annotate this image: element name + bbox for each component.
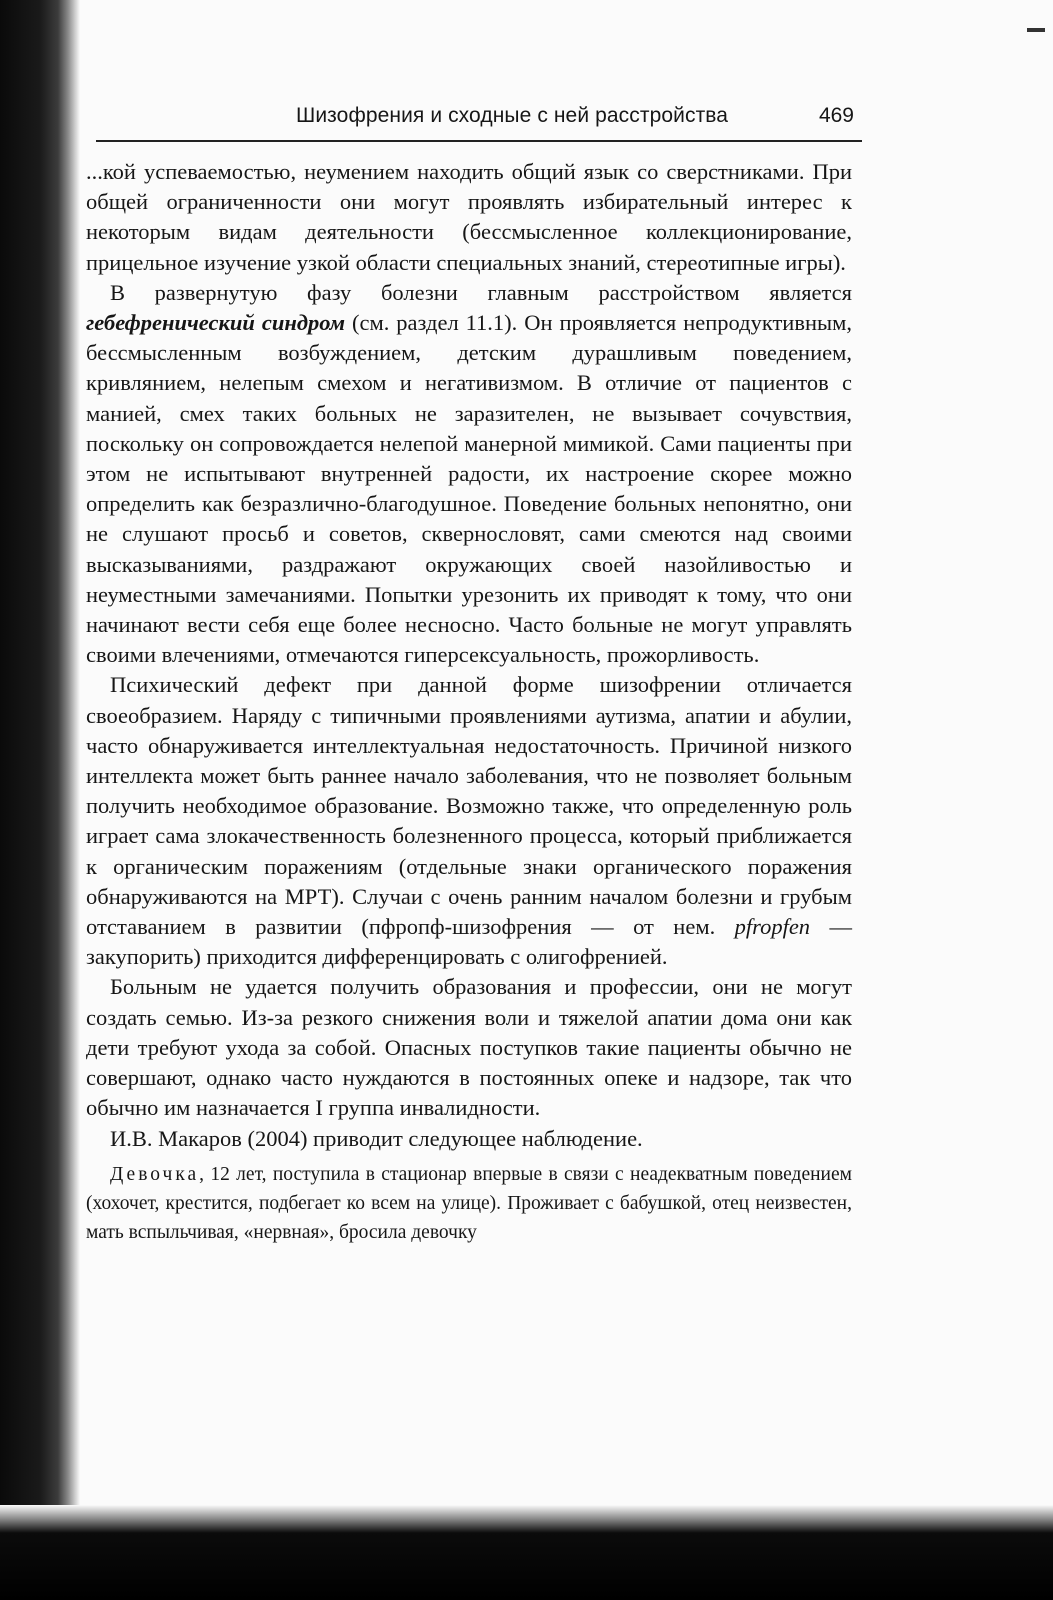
book-spine-shadow (0, 0, 80, 1600)
paragraph-4: Больным не удается получить образования и профессии, они не могут создать семью. Из-за резкого снижения воли и тяжелой апатии дома они как дети требуют ухода за собой. Опасных поступков такие пациенты обычно не совершают, однако часто нуждаются в постоянных опеке и надзоре, так что обычно им назначается I группа инвалидности. (86, 974, 852, 1121)
paragraph-1: ...кой успеваемостью, неумением находить общий язык со сверстниками. При общей ограниченности они могут проявлять избирательный интерес к некоторым видам деятельности (бессмысленное коллекционирование, прицельное изучение узкой области специальных знаний, стереотипные игры). (86, 159, 852, 275)
paragraph-2-lead: В развернутую фазу болезни главным расстройством является (110, 279, 852, 305)
bottom-scan-shadow (0, 1505, 1053, 1600)
page-header (96, 100, 862, 142)
page-body (86, 157, 852, 1266)
case-label: Девочка (110, 1163, 200, 1185)
page-number: 469 (818, 104, 854, 127)
gebephrenic-syndrome-term: гебефренический синдром (86, 310, 346, 336)
paragraph-2-rest: (см. раздел 11.1). Он проявляется непродуктивным, бессмысленным возбуждением, детским дурашливым поведением, кривлянием, нелепым смехом и негативизмом. В отличие от пациентов с манией, смех таких больных не заразителен, не вызывает сочувствия, поскольку он сопровождается нелепой манерной мимикой. Сами пациенты при этом не испытывают внутренней радости, их настроение скорее можно определить как безразлично-благодушное. Поведение больных непонятно, они не слушают просьб и советов, сквернословят, сами смеются над своими высказываниями, раздражают окружающих своей назойливостью и неуместными замечаниями. Попытки урезонить их приводят к тому, что они начинают вести себя еще более несносно. Часто больные не могут управлять своими влечениями, отмечаются гиперсексуальность, прожорливость. (86, 310, 852, 668)
case-text: , 12 лет, поступила в стационар впервые в связи с неадекватным поведением (хохочет, крестится, подбегает ко всем на улице). Проживает с бабушкой, отец неизвестен, мать вспыльчивая, «нервная», бросила девочку (86, 1163, 852, 1243)
pfropfen-term: pfropfen (734, 914, 811, 940)
scan-corner-mark (1027, 28, 1045, 32)
case-report (86, 1160, 852, 1247)
running-title: Шизофрения и сходные с ней расстройства (296, 104, 729, 127)
paragraph-3 (86, 670, 852, 972)
paragraph-3-rest: — закупорить) приходится дифференцировать с олигофренией. (86, 914, 852, 970)
paragraph-3-lead: Психический дефект при данной форме шизофрении отличается своеобразием. Наряду с типичными проявлениями аутизма, апатии и абулии, часто обнаруживается интеллектуальная недостаточность. Причиной низкого интеллекта может быть раннее начало заболевания, что не позволяет больным получить необходимое образование. Возможно также, что определенную роль играет сама злокачественность болезненного процесса, который приближается к органическим поражениям (отдельные знаки органического поражения обнаруживаются на МРТ). Случаи с очень ранним началом болезни и грубым отставанием в развитии (пфропф-шизофрения — от нем. (86, 672, 852, 940)
paragraph-2 (86, 278, 852, 671)
paragraph-5: И.В. Макаров (2004) приводит следующее наблюдение. (110, 1125, 643, 1151)
